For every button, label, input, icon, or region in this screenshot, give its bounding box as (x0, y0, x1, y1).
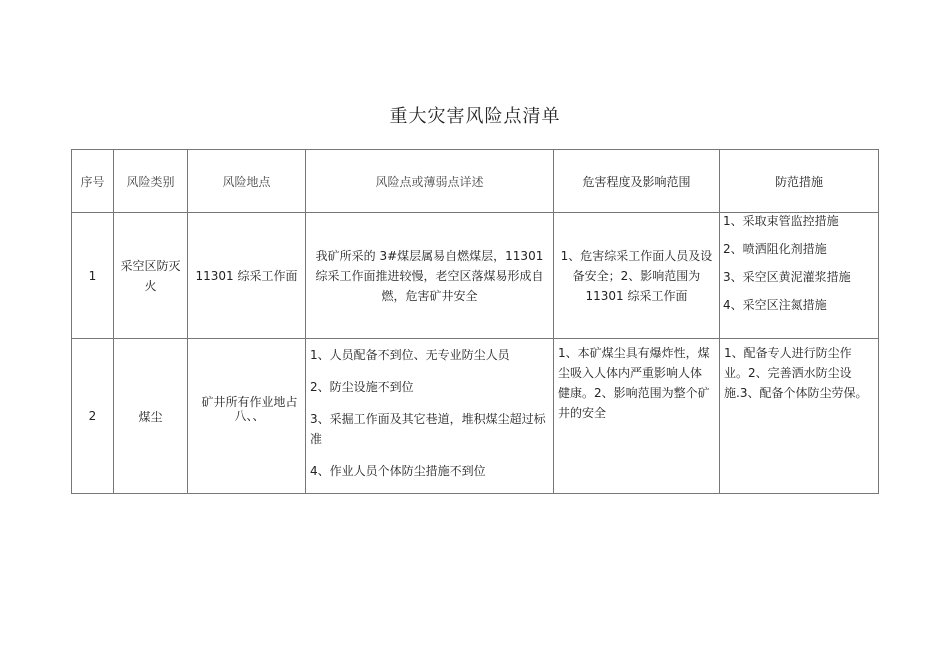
row2-detail-4: 4、作业人员个体防尘措施不到位 (310, 464, 486, 478)
row2-no: 2 (72, 339, 114, 494)
row1-impact-text: 1、危害综采工作面人员及设备安全；2、影响范围为 11301 综采工作面 (560, 248, 713, 303)
row1-detail (306, 213, 554, 339)
risk-table (71, 149, 879, 494)
header-category: 风险类别 (114, 150, 188, 213)
row2-detail-2: 2、防尘设施不到位 (310, 380, 414, 394)
row1-measure-1: 1、采取束管监控措施 (723, 214, 839, 228)
row2-location (188, 339, 306, 494)
row1-detail-text: 我矿所采的 3#煤层属易自燃煤层，11301 综采工作面推进较慢，老空区落煤易形成自燃，危害矿井安全 (315, 248, 544, 303)
header-no: 序号 (72, 150, 114, 213)
row2-measures-text: 1、配备专人进行防尘作业。2、完善洒水防尘设施.3、配备个体防尘劳保。 (724, 346, 868, 400)
row2-measures (720, 339, 879, 494)
row1-category (114, 213, 188, 339)
row1-impact (554, 213, 720, 339)
row2-detail (306, 339, 554, 494)
table-header-row (72, 150, 879, 213)
row2-detail-3: 3、采掘工作面及其它巷道，堆积煤尘超过标准 (310, 412, 546, 446)
header-impact: 危害程度及影响范围 (554, 150, 720, 213)
header-location: 风险地点 (188, 150, 306, 213)
row2-detail-1: 1、人员配备不到位、无专业防尘人员 (310, 348, 510, 362)
row1-category-text: 采空区防灭火 (120, 258, 181, 293)
row1-measure-4: 4、采空区注氮措施 (723, 298, 827, 312)
row2-category: 煤尘 (114, 339, 188, 494)
row2-location-text: 矿井所有作业地占八、、 (201, 395, 298, 423)
table-row (72, 213, 879, 339)
row2-impact (554, 339, 720, 494)
row2-impact-text: 1、本矿煤尘具有爆炸性，煤尘吸入人体内严重影响人体健康。2、影响范围为整个矿井的安全 (558, 346, 710, 420)
header-detail: 风险点或薄弱点详述 (306, 150, 554, 213)
row1-measures (720, 213, 879, 339)
row1-location: 11301 综采工作面 (188, 213, 306, 339)
document-title: 重大灾害风险点清单 (389, 106, 561, 127)
row1-no: 1 (72, 213, 114, 339)
header-measures: 防范措施 (720, 150, 879, 213)
table-row (72, 339, 879, 494)
row1-measure-3: 3、采空区黄泥灌浆措施 (723, 270, 851, 284)
row1-measure-2: 2、喷洒阻化剂措施 (723, 242, 827, 256)
